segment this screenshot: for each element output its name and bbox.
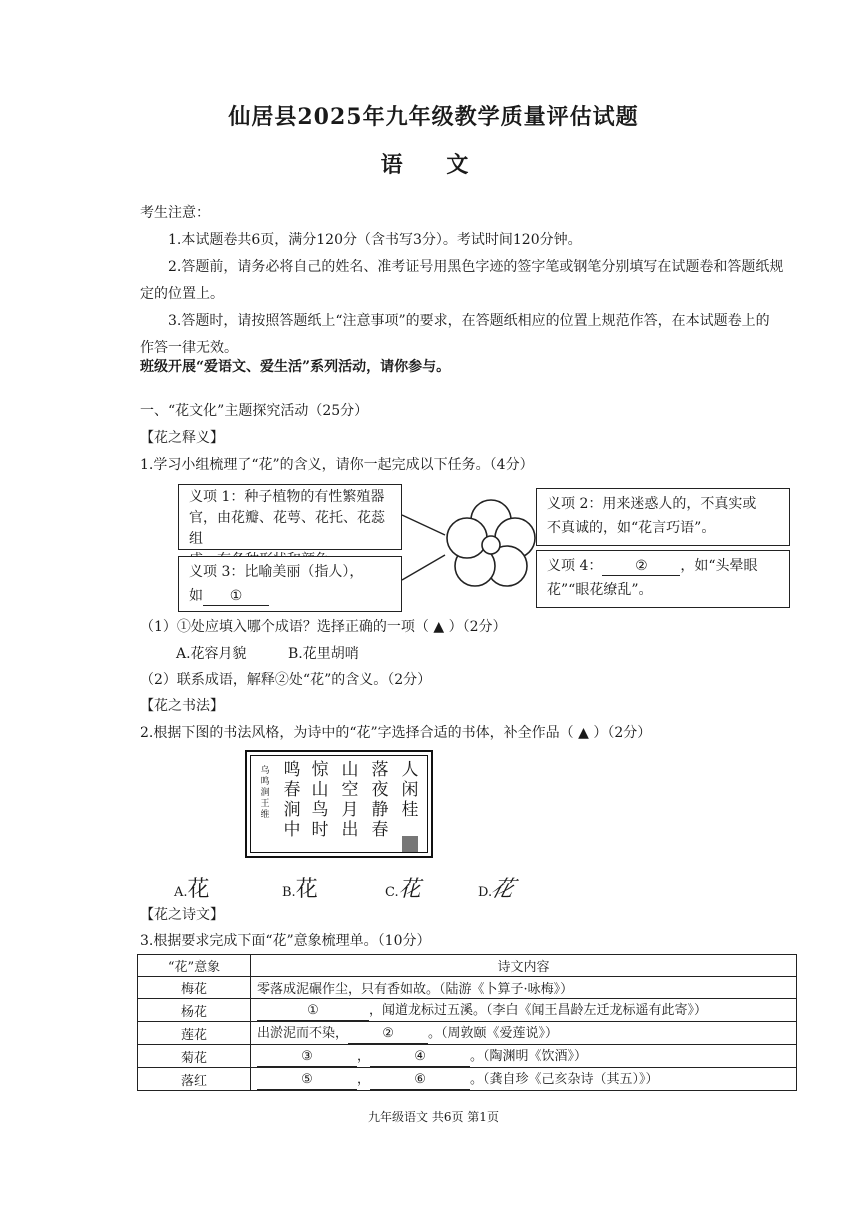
sub-heading-poem: 【花之诗文】 (140, 907, 224, 923)
option-label: A. (174, 885, 188, 900)
table-text: 零落成泥碾作尘，只有香如故。（陆游《卜算子·咏梅》） (257, 982, 574, 997)
option-label: D. (478, 885, 493, 900)
notice-heading: 考生注意： (140, 205, 210, 221)
option-label: C. (385, 885, 399, 900)
table-cell: 落红 (138, 1068, 251, 1091)
question-1: 1.学习小组梳理了“花”的含义，请你一起完成以下任务。（4分） (140, 457, 534, 473)
blank-4: ② (348, 1025, 428, 1044)
blank-8: ⑥ (370, 1071, 470, 1090)
option-a: A.花容月貌 (176, 646, 247, 662)
meaning-3-box (178, 556, 402, 612)
notice-item: 3.答题时，请按照答题纸上“注意事项”的要求，在答题纸相应的位置上规范作答，在本试题卷上的 (168, 313, 770, 329)
table-row (138, 999, 797, 1022)
table-cell (251, 977, 797, 999)
callig-option-d (478, 872, 517, 903)
sub-heading-meaning: 【花之释义】 (140, 430, 224, 446)
meaning-1-line: 官，由花瓣、花萼、花托、花蕊组 (189, 510, 385, 547)
meaning-2-box (536, 488, 790, 546)
blank-7: ⑤ (257, 1071, 357, 1090)
imagery-table (137, 954, 797, 1091)
meaning-3-prefix: 如 (189, 588, 203, 604)
meaning-2-line: 义项 2：用来迷惑人的，不真实或 (547, 496, 757, 512)
table-cell (251, 999, 797, 1022)
notice-item: 作答一律无效。 (140, 340, 238, 356)
table-row (138, 1068, 797, 1091)
table-text: 。（陶渊明《饮酒》） (470, 1049, 588, 1064)
callig-col-2: 落 夜 静 春 (371, 760, 389, 840)
table-header-cell: 诗文内容 (251, 955, 797, 977)
callig-col-1: 人 闲 桂 (401, 760, 419, 820)
notice-item: 1.本试题卷共6页，满分120分（含书写3分）。考试时间120分钟。 (168, 232, 582, 248)
callig-option-c (385, 872, 421, 903)
option-b: B.花里胡哨 (288, 646, 359, 662)
table-row (138, 977, 797, 999)
option-glyph: 花 (398, 877, 421, 902)
blank-2: ② (602, 557, 680, 576)
table-row (138, 1045, 797, 1068)
table-cell (251, 1022, 797, 1045)
blank-1: ① (203, 587, 269, 606)
table-cell: 莲花 (138, 1022, 251, 1045)
table-text: 出淤泥而不染， (257, 1026, 349, 1041)
seal-mark (402, 836, 418, 852)
option-label: B. (282, 885, 296, 900)
callig-option-b (282, 872, 318, 903)
question-1-1: （1）①处应填入哪个成语？选择正确的一项（ ▲ ）（2分） (140, 619, 507, 635)
calligraphy-artwork (245, 750, 433, 858)
callig-col-3: 山 空 月 出 (341, 760, 359, 840)
table-row (138, 1022, 797, 1045)
table-cell: ③ ， ④ 。（陶渊明《饮酒》） (251, 1045, 797, 1068)
exam-title: 仙居县2025年九年级教学质量评估试题 (228, 104, 639, 130)
subject-title: 语 文 (380, 152, 487, 178)
callig-option-a (174, 872, 210, 903)
blank-3: ① (257, 1002, 369, 1021)
blank-6: ④ (370, 1048, 470, 1067)
table-text: 。（龚自珍《己亥杂诗（其五）》） (470, 1072, 659, 1087)
table-cell: ⑤ ， ⑥ 。（龚自珍《己亥杂诗（其五）》） (251, 1068, 797, 1091)
option-glyph: 花 (295, 877, 318, 902)
meaning-4-line: 花”“眼花缭乱”。 (547, 582, 653, 598)
notice-block (140, 200, 800, 362)
page-footer: 九年级语文 共6页 第1页 (368, 1110, 499, 1124)
section-heading: 一、“花文化”主题探究活动（25分） (140, 403, 369, 419)
callig-col-5: 鸣 春 涧 中 (283, 760, 301, 840)
table-cell: 杨花 (138, 999, 251, 1022)
table-cell: 菊花 (138, 1045, 251, 1068)
sub-heading-callig: 【花之书法】 (140, 698, 224, 714)
intro-text: 班级开展“爱语文、爱生活”系列活动，请你参与。 (140, 359, 451, 375)
table-text: ，闻道龙标过五溪。（李白《闻王昌龄左迁龙标遥有此寄》） (369, 1003, 708, 1018)
meaning-4-suffix: ，如“头晕眼 (680, 558, 758, 574)
notice-item: 2.答题前，请务必将自己的姓名、准考证号用黑色字迹的签字笔或钢笔分别填写在试题卷和答题纸规 (168, 259, 784, 275)
meaning-1-box (178, 484, 402, 550)
meaning-2-line: 不真诚的，如“花言巧语”。 (547, 520, 716, 536)
option-glyph: 花 (187, 877, 210, 902)
meaning-4-box (536, 550, 790, 608)
meaning-1-line: 义项 1：种子植物的有性繁殖器 (189, 489, 385, 505)
callig-col-4: 惊 山 鸟 时 (311, 760, 329, 840)
question-1-2: （2）联系成语，解释②处“花”的含义。（2分） (140, 672, 432, 688)
callig-signature: 乌 鸣 涧 王 维 (260, 766, 270, 820)
table-header-row (138, 955, 797, 977)
meaning-3-line: 义项 3：比喻美丽（指人）， (189, 564, 364, 580)
question-2: 2.根据下图的书法风格，为诗中的“花”字选择合适的书体，补全作品（ ▲ ）（2分） (140, 725, 652, 741)
blank-5: ③ (257, 1048, 357, 1067)
table-text: 。（周敦颐《爱莲说》） (428, 1026, 559, 1041)
table-header-cell: “花”意象 (138, 955, 251, 977)
option-glyph: 花 (488, 877, 517, 902)
notice-item: 定的位置上。 (140, 286, 224, 302)
meaning-4-prefix: 义项 4： (547, 558, 603, 574)
flower-icon (447, 500, 535, 586)
question-3: 3.根据要求完成下面“花”意象梳理单。（10分） (140, 933, 431, 949)
table-cell: 梅花 (138, 977, 251, 999)
